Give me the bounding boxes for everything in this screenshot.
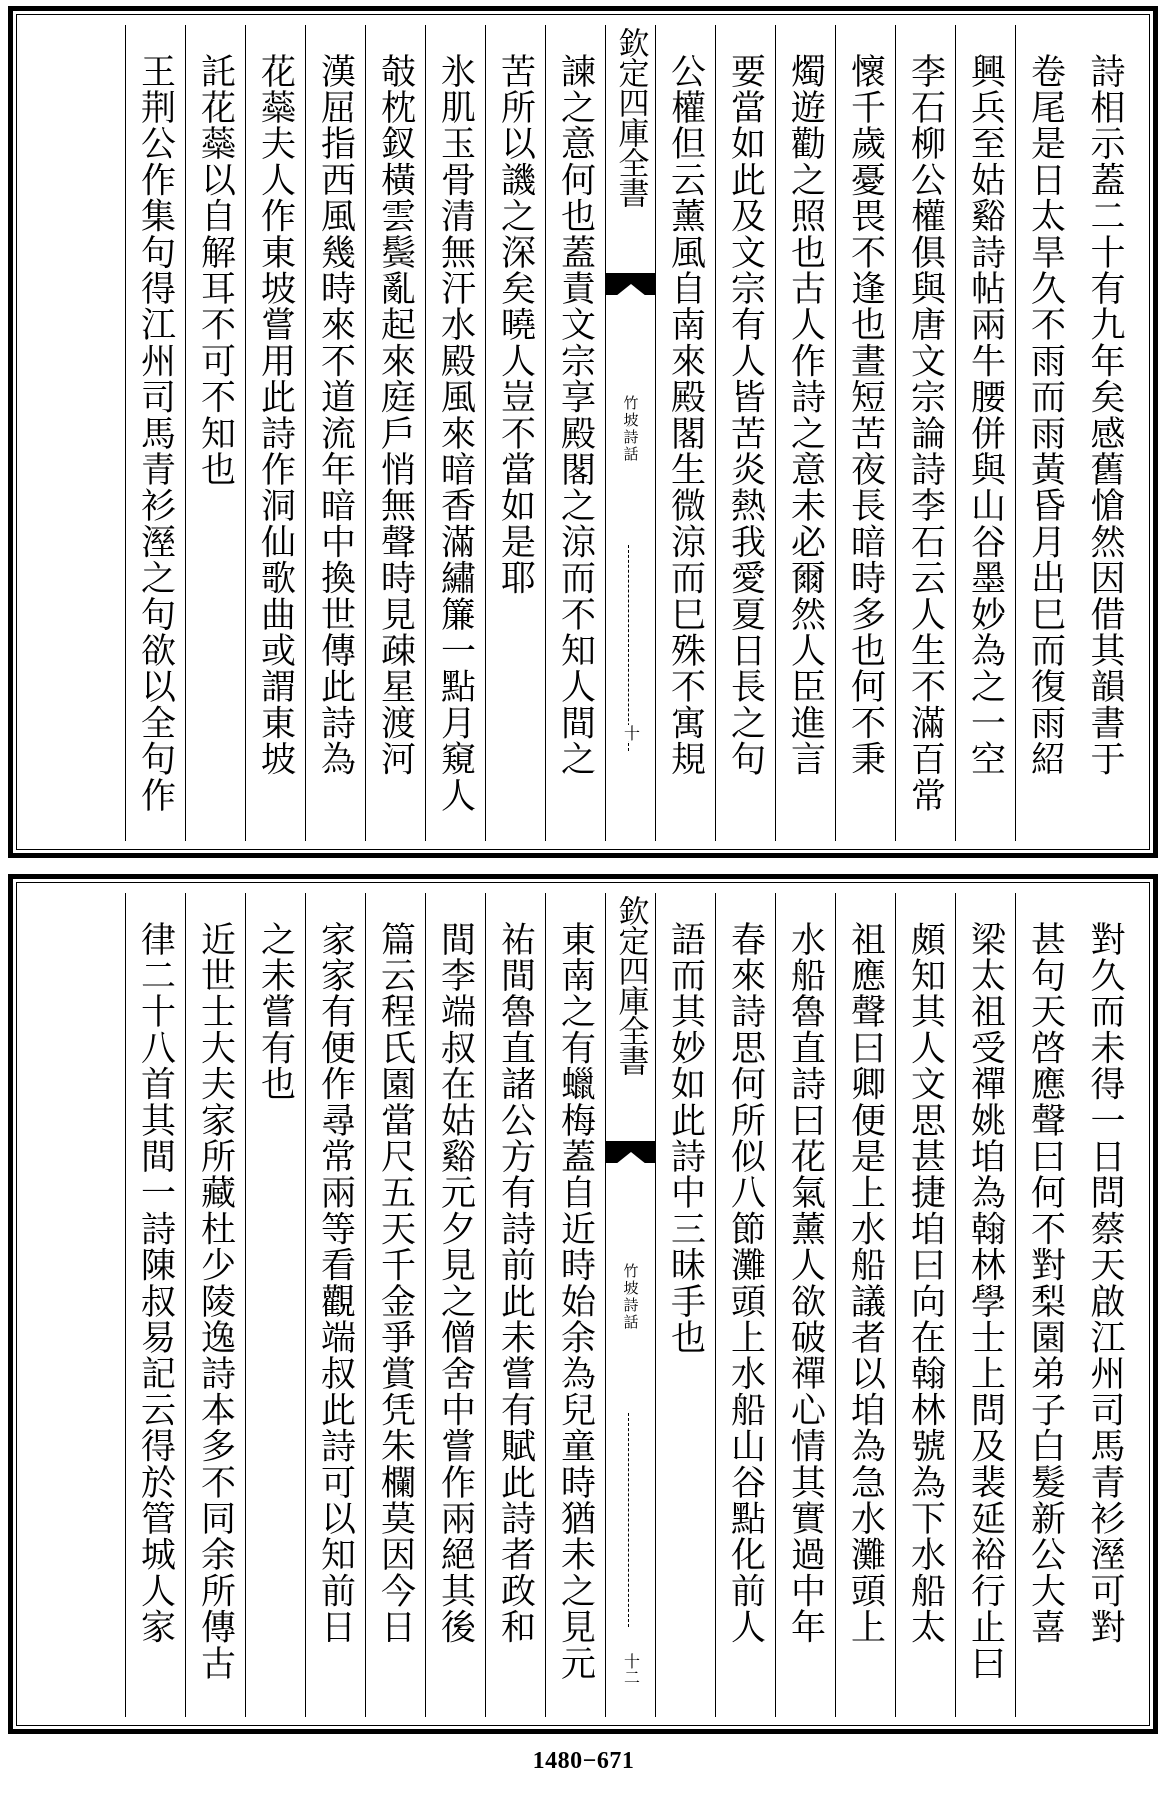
column-text: 詩相示蓋二十有九年矣感舊愴然因借其韻書于 bbox=[1085, 53, 1125, 777]
fishtail-mark bbox=[606, 273, 655, 295]
column-text: 李石柳公權俱與唐文宗論詩李石云人生不滿百常 bbox=[905, 53, 946, 814]
text-column bbox=[1075, 893, 1135, 1717]
text-column bbox=[1015, 893, 1075, 1717]
text-column bbox=[245, 25, 305, 841]
text-column bbox=[125, 893, 185, 1717]
column-text: 燭遊勸之照也古人作詩之意未必爾然人臣進言 bbox=[785, 53, 826, 777]
folio-number bbox=[606, 1653, 655, 1685]
column-text: 篇云程氏園當尺五天千金爭賞凭朱欄莫因今日 bbox=[375, 921, 416, 1645]
column-text: 水船魯直詩曰花氣薰人欲破禪心情其實過中年 bbox=[785, 921, 826, 1645]
column-text: 對久而未得一日問蔡天啟江州司馬青衫溼可對 bbox=[1085, 921, 1125, 1645]
column-text: 頗知其人文思甚捷垍曰向在翰林號為下水船太 bbox=[905, 921, 946, 1645]
text-column bbox=[365, 25, 425, 841]
column-text: 公權但云薰風自南來殿閣生微涼而巳殊不寓規 bbox=[665, 53, 706, 777]
book-title bbox=[606, 895, 655, 1075]
text-column bbox=[485, 25, 545, 841]
column-text: 攲枕釵橫雲鬓亂起來庭戶悄無聲時見疎星渡河 bbox=[375, 53, 416, 777]
text-column bbox=[485, 893, 545, 1717]
text-column bbox=[715, 25, 775, 841]
folio-text: 十 bbox=[621, 725, 641, 741]
column-text: 之未嘗有也 bbox=[255, 921, 296, 1102]
column-text: 間李端叔在姑谿元夕見之僧舍中嘗作兩絕其後 bbox=[435, 921, 476, 1645]
column-text: 苦所以譏之深矣曉人豈不當如是耶 bbox=[495, 53, 536, 596]
text-column bbox=[775, 893, 835, 1717]
text-column bbox=[305, 25, 365, 841]
page-number: 1480−671 bbox=[532, 1748, 635, 1774]
folio-text: 十二 bbox=[621, 1653, 641, 1685]
text-column bbox=[955, 893, 1015, 1717]
column-text: 王荆公作集句得江州司馬青衫溼之句欲以全句作 bbox=[135, 53, 176, 814]
column-text: 興兵至姑谿詩帖兩牛腰併與山谷墨妙為之一空 bbox=[965, 53, 1006, 777]
column-text: 祐間魯直諸公方有詩前此未嘗有賦此詩者政和 bbox=[495, 921, 536, 1645]
column-text: 諫之意何也蓋責文宗享殿閣之涼而不知人間之 bbox=[555, 53, 596, 777]
column-text: 家家有便作尋常兩等看觀端叔此詩可以知前日 bbox=[315, 921, 356, 1645]
text-column bbox=[835, 25, 895, 841]
text-column bbox=[545, 893, 605, 1717]
column-text: 春來詩思何所似八節灘頭上水船山谷點化前人 bbox=[725, 921, 766, 1645]
text-column bbox=[775, 25, 835, 841]
top-page bbox=[8, 6, 1158, 858]
center-dashed-line bbox=[628, 1413, 629, 1627]
text-column bbox=[425, 25, 485, 841]
text-column bbox=[835, 893, 895, 1717]
column-text: 近世士大夫家所藏杜少陵逸詩本多不同余所傳古 bbox=[195, 921, 236, 1682]
text-column bbox=[545, 25, 605, 841]
column-text: 祖應聲曰卿便是上水船議者以垍為急水灘頭上 bbox=[845, 921, 886, 1645]
column-text: 花蘂夫人作東坡嘗用此詩作洞仙歌曲或謂東坡 bbox=[255, 53, 296, 777]
book-subtitle bbox=[606, 395, 655, 463]
book-title-text: 欽定四庫全書 bbox=[612, 895, 649, 1075]
text-column bbox=[895, 25, 955, 841]
center-column bbox=[605, 893, 655, 1717]
center-column bbox=[605, 25, 655, 841]
text-column bbox=[655, 25, 715, 841]
text-column bbox=[1015, 25, 1075, 841]
text-column bbox=[365, 893, 425, 1717]
column-text: 東南之有蠟梅蓋自近時始余為兒童時猶未之見元 bbox=[555, 921, 596, 1682]
column-text: 語而其妙如此詩中三昧手也 bbox=[665, 921, 706, 1356]
folio-number bbox=[606, 725, 655, 741]
book-subtitle-text: 竹坡詩話 bbox=[621, 1263, 640, 1331]
bottom-page bbox=[8, 874, 1158, 1734]
text-column bbox=[1075, 25, 1135, 841]
column-text: 律二十八首其間一詩陳叔易記云得於管城人家 bbox=[135, 921, 176, 1645]
text-column bbox=[305, 893, 365, 1717]
text-column bbox=[955, 25, 1015, 841]
text-column bbox=[125, 25, 185, 841]
fishtail-mark bbox=[606, 1141, 655, 1163]
book-title bbox=[606, 27, 655, 207]
column-text: 甚句天啓應聲曰何不對梨園弟子白髮新公大喜 bbox=[1025, 921, 1066, 1645]
column-text: 懷千歲憂畏不逢也晝短苦夜長暗時多也何不秉 bbox=[845, 53, 886, 777]
text-column bbox=[245, 893, 305, 1717]
column-text: 梁太祖受禪姚垍為翰林學士上問及裴延裕行止曰 bbox=[965, 921, 1006, 1682]
book-title-text: 欽定四庫全書 bbox=[612, 27, 649, 207]
book-subtitle bbox=[606, 1263, 655, 1331]
column-text: 卷尾是日太旱久不雨而雨黃昏月出巳而復雨紹 bbox=[1025, 53, 1066, 777]
center-dashed-line bbox=[628, 545, 629, 751]
text-column bbox=[185, 893, 245, 1717]
text-column bbox=[425, 893, 485, 1717]
column-text: 要當如此及文宗有人皆苦炎熱我愛夏日長之句 bbox=[725, 53, 766, 777]
column-text: 託花蘂以自解耳不可不知也 bbox=[195, 53, 236, 488]
column-text: 氷肌玉骨清無汗水殿風來暗香滿繡簾一點月窺人 bbox=[435, 53, 476, 814]
text-column bbox=[895, 893, 955, 1717]
text-column bbox=[715, 893, 775, 1717]
text-column bbox=[185, 25, 245, 841]
book-subtitle-text: 竹坡詩話 bbox=[621, 395, 640, 463]
text-column bbox=[655, 893, 715, 1717]
column-text: 漢屈指西風幾時來不道流年暗中換世傳此詩為 bbox=[315, 53, 356, 777]
